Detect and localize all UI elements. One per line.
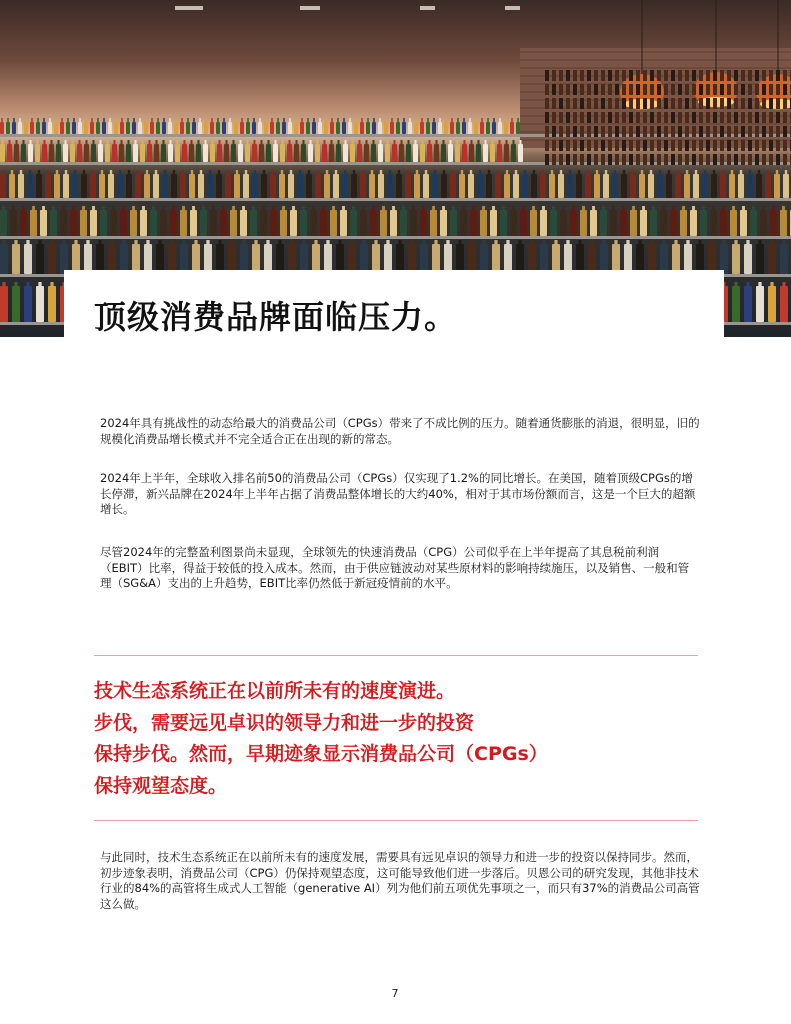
closing-paragraph: 与此同时，技术生态系统正在以前所未有的速度发展，需要具有远见卓识的领导力和进一步的投资以保持同步。然而，初步迹象表明，消费品公司（CPG）仍保持观望态度，这可能导致他们进一步落后。贝恩公司的研究发现，其他非技术行业的84%的高管将生成式人工智能（generative AI）列为他们前五项优先事项之一，而只有37%的消费品公司高管这么做。: [100, 850, 700, 911]
paragraph-2: 2024年上半年，全球收入排名前50的消费品公司（CPGs）仅实现了1.2%的同比增长。在美国，随着顶级CPGs的增长停滞，新兴品牌在2024年上半年占据了消费品整体增长的大约40%，相对于其市场份额而言，这是一个巨大的超额增长。: [100, 471, 696, 516]
page-title: 顶级消费品牌面临压力。: [94, 298, 458, 336]
paragraph-3: 尽管2024年的完整盈利图景尚未显现，全球领先的快速消费品（CPG）公司似乎在上半年提高了其息税前利润（EBIT）比率，得益于较低的投入成本。然而，由于供应链波动对某些原材料的影响持续施压，以及销售、一般和管理（SG&A）支出的上升趋势，EBIT比率仍然低于新冠疫情前的水平。: [100, 545, 690, 590]
pull-quote-line-2: 步伐，需要远见卓识的领导力和进一步的投资: [94, 711, 475, 734]
pull-quote-line-4: 保持观望态度。: [94, 774, 228, 797]
pull-quote-line-3: 保持步伐。然而，早期迹象显示消费品公司（CPGs）: [94, 743, 548, 765]
page-number: 7: [391, 987, 399, 1000]
title-box: [64, 270, 724, 338]
pull-quote-line-1: 技术生态系统正在以前所未有的速度演进。: [94, 680, 456, 702]
paragraph-1: 2024年具有挑战性的动态给最大的消费品公司（CPGs）带来了不成比例的压力。随着通货膨胀的消退，很明显，旧的规模化消费品增长模式并不完全适合正在出现的新的常态。: [100, 416, 700, 446]
quote-rule-bottom: [94, 820, 698, 821]
quote-rule-top: [94, 655, 698, 656]
pull-quote: [94, 676, 714, 802]
